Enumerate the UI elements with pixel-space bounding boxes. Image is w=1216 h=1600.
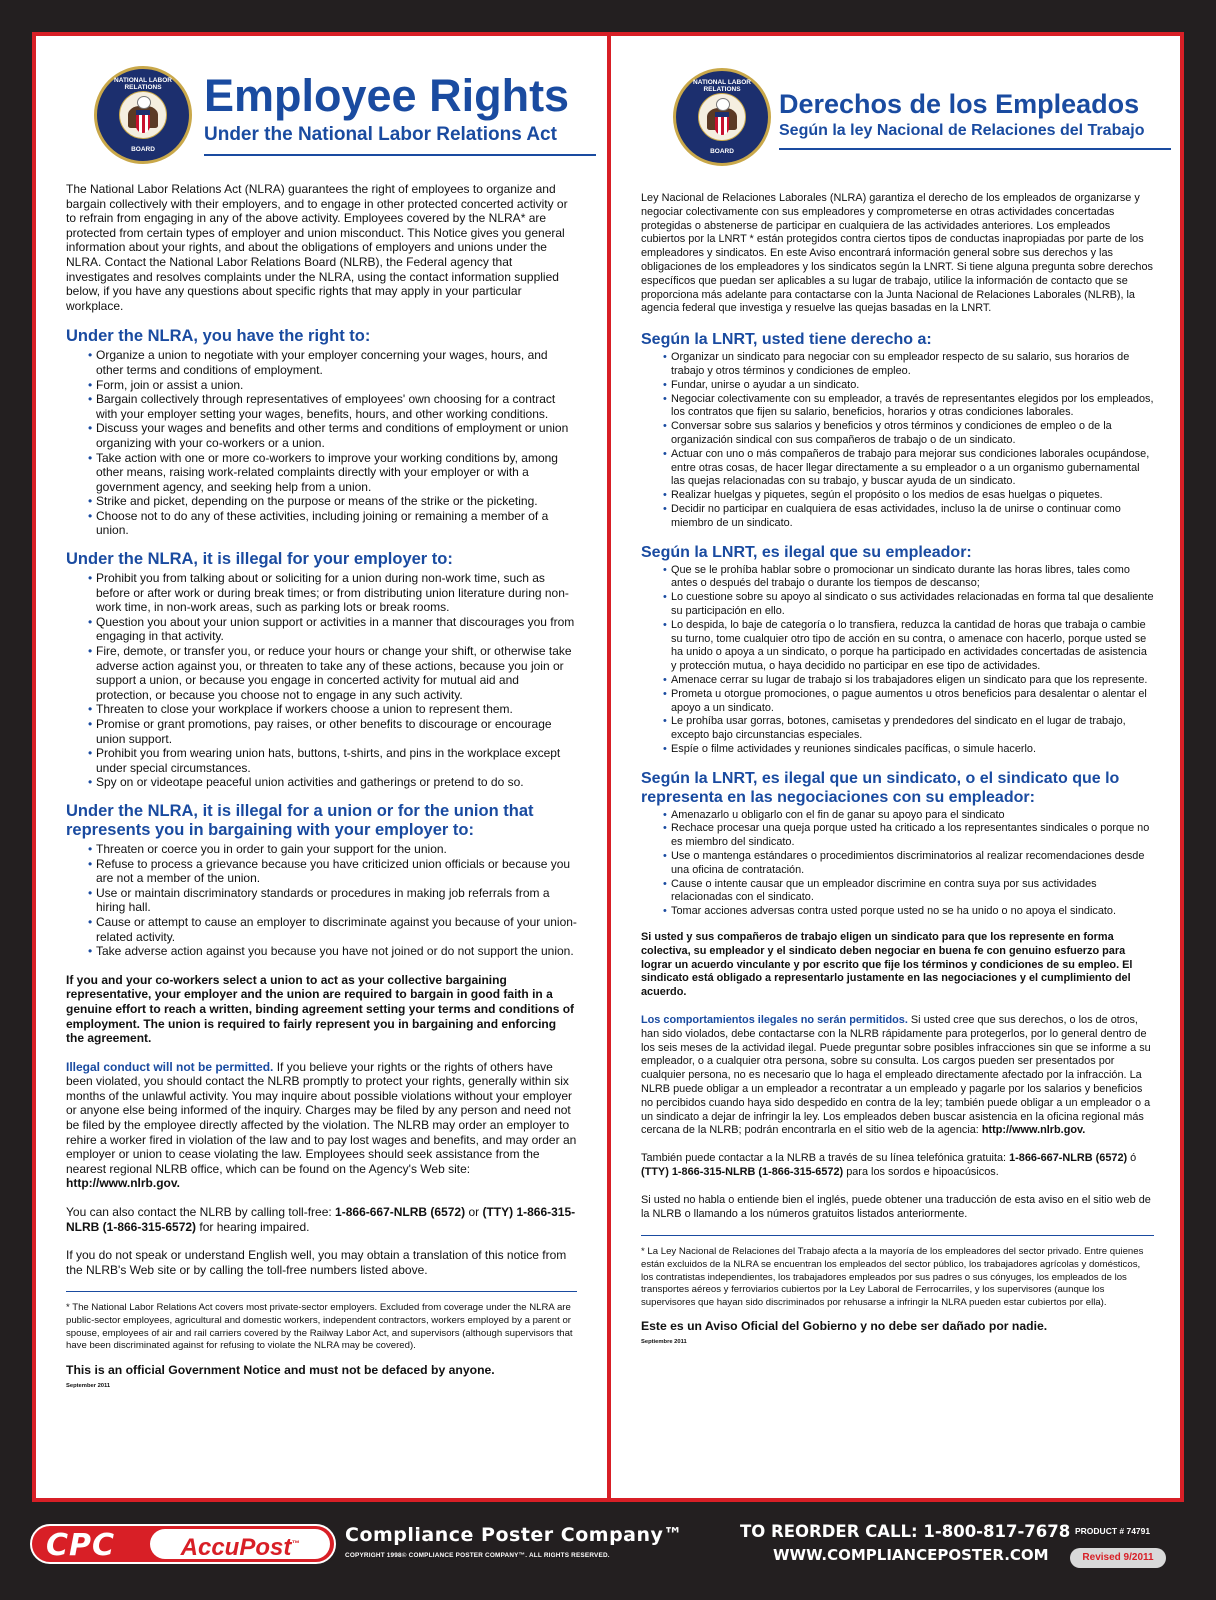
union-illegal-list <box>641 809 1154 919</box>
section-heading: Según la LNRT, es ilegal que su empleador: <box>641 543 972 561</box>
list-item: • Strike and picket, depending on the purpose or means of the strike or the picketing. <box>96 494 577 509</box>
seal-top-text: NATIONAL LABOR RELATIONS <box>114 77 172 91</box>
english-header <box>66 36 577 186</box>
seal-top-text: NATIONAL LABOR RELATIONS <box>693 79 751 93</box>
illegal-conduct-lead: Los comportamientos ilegales no serán permitidos. <box>641 1014 908 1027</box>
list-item: • Negociar colectivamente con su empleador, a través de representantes elegidos por los empleados, los contratos que fijen su salario, beneficios, horarios y otras condiciones laborales. <box>671 393 1154 421</box>
list-item: • Take action with one or more co-workers to improve your working conditions by, among other means, raising work-related complaints directly with your employer or with a government agency, and seeking help from a union. <box>96 451 577 495</box>
title-block <box>204 70 596 156</box>
product-number: PRODUCT # 74791 <box>1075 1526 1151 1536</box>
phone-number: 1-866-667-NLRB (6572) <box>335 1205 466 1220</box>
bargaining-statement: If you and your co-workers select a union to act as your collective bargaining representative, your employer and the union are required to bargain in good faith in a genuine effort to reach a written, binding agreement setting your terms and conditions of employment. The union is required to fairly represent you in bargaining and enforcing the agreement. <box>66 972 575 1046</box>
union-illegal-list <box>66 842 577 959</box>
logo-accupost-text <box>150 1529 330 1559</box>
page-title: Derechos de los Empleados <box>779 89 1140 119</box>
nlrb-seal-icon <box>673 68 771 166</box>
poster <box>32 32 1184 1502</box>
list-item: • Le prohíba usar gorras, botones, camisetas y prendedores del sindicato en el lugar de trabajo, excepto bajo circunstancias especiales. <box>671 715 1154 743</box>
translation-paragraph: Si usted no habla o entiende bien el inglés, puede obtener una traducción de esta aviso en el sitio web de la NLRB o llamando a los números gratuitos listados anteriormente. <box>641 1193 1151 1220</box>
list-item: • Prohibit you from talking about or soliciting for a union during non-work time, such as before or after work or during break times; or from distributing union literature during non-work time, in non-work areas, such as parking lots or break rooms. <box>96 571 577 615</box>
contact-text: or <box>465 1205 483 1220</box>
copyright-text: COPYRIGHT 1998© COMPLIANCE POSTER COMPANY™. ALL RIGHTS RESERVED. <box>345 1552 610 1559</box>
list-item: • Lo cuestione sobre su apoyo al sindicato o sus actividades relacionadas en forma tal que desaliente su participación en ello. <box>671 591 1154 619</box>
list-item: • Prometa u otorgue promociones, o pague aumentos u otros beneficios para desalentar o alentar el apoyo a un sindicato. <box>671 688 1154 716</box>
list-item: • Actuar con uno o más compañeros de trabajo para mejorar sus condiciones laborales ocupándose, entre otras cosas, de hacer llegar directamente a su empleador o a un organismo gubernamental las quejas relacionadas con su trabajo, y buscar ayuda de un sindicato. <box>671 448 1154 489</box>
list-item: • Que se le prohíba hablar sobre o promocionar un sindicato durante las horas libres, tales como antes o después del trabajo o durante los tiempos de descanso; <box>671 564 1154 592</box>
translation-paragraph: If you do not speak or understand English well, you may obtain a translation of this notice from the NLRB's Web site or by calling the toll-free numbers listed above. <box>66 1248 567 1277</box>
list-item: • Realizar huelgas y piquetes, según el propósito o los medios de esas huelgas o piquetes. <box>671 489 1154 503</box>
logo-cpc-text: CPC <box>46 1528 116 1563</box>
seal-bottom-text: BOARD <box>710 148 734 155</box>
list-item: • Prohibit you from wearing union hats, buttons, t-shirts, and pins in the workplace except under special circumstances. <box>96 746 577 775</box>
tty-number: (TTY) 1-866-315-NLRB (1-866-315-6572) <box>641 1166 844 1179</box>
phone-number: 1-866-667-NLRB (6572) <box>1009 1152 1128 1165</box>
page-title: Employee Rights <box>204 70 570 121</box>
list-item: • Rechace procesar una queja porque usted ha criticado a los representantes sindicales o porque no es miembro del sindicato. <box>671 822 1154 850</box>
divider <box>641 1235 1154 1236</box>
illegal-conduct-paragraph <box>66 1060 577 1191</box>
section-heading: Según la LNRT, usted tiene derecho a: <box>641 331 932 349</box>
tty-number: (TTY) 1-866-315-NLRB (1-866-315-6572) <box>66 1205 576 1234</box>
list-item: • Question you about your union support or activities in a manner that discourages you from engaging in that activity. <box>96 615 577 644</box>
publisher-footer <box>0 1502 1216 1600</box>
list-item: • Spy on or videotape peaceful union activities and gatherings or pretend to do so. <box>96 775 577 790</box>
page-subtitle: Under the National Labor Relations Act <box>204 124 596 156</box>
contact-text: You can also contact the NLRB by calling toll-free: <box>66 1205 336 1220</box>
employer-illegal-list <box>66 571 577 790</box>
list-item: • Threaten to close your workplace if workers choose a union to represent them. <box>96 702 577 717</box>
eagle-icon <box>698 93 746 141</box>
list-item: • Organizar un sindicato para negociar con su empleador respecto de su salario, sus horarios de trabajo y otros términos y condiciones de empleo. <box>671 351 1154 379</box>
seal-bottom-text: BOARD <box>131 146 155 153</box>
list-item: • Cause or attempt to cause an employer to discriminate against you because of your union-related activity. <box>96 915 577 944</box>
contact-text: También puede contactar a la NLRB a través de su línea telefónica gratuita: <box>641 1152 1010 1165</box>
illegal-conduct-lead: Illegal conduct will not be permitted. <box>66 1059 274 1074</box>
intro-paragraph: Ley Nacional de Relaciones Laborales (NLRA) garantiza el derecho de los empleados de organizarse y negociar colectivamente con sus empleadores y comprometerse en otras actividades concertadas protegidas o abstenerse de participar en cualquiera de las actividades anteriores. Los empleados cubiertos por la LNRT * están protegidos contra ciertos tipos de conductas inapropiadas por parte de los empleadores y sindicatos. En este Aviso encontrará información general sobre sus derechos y las obligaciones de los empleadores y los sindicatos según la LNRT. Si tiene alguna pregunta sobre derechos específicos que puedan ser aplicables a su lugar de trabajo, utilice la información de contacto que se proporciona más adelante para contactarse con la Junta Nacional de Relaciones Laborales (NLRB), la agencia federal que investiga y resuelve las quejas basadas en la LNRT. <box>641 192 1153 315</box>
list-item: • Tomar acciones adversas contra usted porque usted no se ha unido o no apoya el sindicato. <box>671 905 1154 919</box>
list-item: • Bargain collectively through representatives of employees' own choosing for a contract with your employer setting your wages, benefits, hours, and other working conditions. <box>96 392 577 421</box>
section-heading: Under the NLRA, it is illegal for your employer to: <box>66 550 453 569</box>
list-item: • Refuse to process a grievance because you have criticized union officials or because you are not a member of the union. <box>96 857 577 886</box>
employer-illegal-list <box>641 564 1154 757</box>
list-item: • Decidir no participar en cualquiera de esas actividades, incluso la de unirse o continuar como miembro de un sindicato. <box>671 503 1154 531</box>
intro-paragraph: The National Labor Relations Act (NLRA) guarantees the right of employees to organize and bargain collectively with their employers, and to engage in other protected concerted activity or to refrain from engaging in any of the above activity. Employees covered by the NLRA* are protected from certain types of employer and union misconduct. This Notice gives you general information about your rights, and about the obligations of employers and unions under the NLRA. Contact the National Labor Relations Board (NLRB), the Federal agency that investigates and resolves complaints under the NLRA, using the contact information supplied below, if you have any questions about specific rights that may apply in your particular workplace. <box>66 182 568 313</box>
list-item: • Take adverse action against you because you have not joined or do not support the union. <box>96 944 577 959</box>
contact-paragraph <box>66 1205 577 1234</box>
company-name: Compliance Poster Company™ <box>345 1524 683 1546</box>
list-item: • Threaten or coerce you in order to gain your support for the union. <box>96 842 577 857</box>
illegal-conduct-paragraph <box>641 1014 1154 1138</box>
official-notice: Este es un Aviso Oficial del Gobierno y no debe ser dañado por nadie. <box>641 1319 1048 1334</box>
list-item: • Organize a union to negotiate with your employer concerning your wages, hours, and other terms and conditions of employment. <box>96 348 577 377</box>
list-item: • Espíe o filme actividades y reuniones sindicales pacíficas, o simule hacerlo. <box>671 743 1154 757</box>
english-body <box>66 182 577 1389</box>
list-item: • Lo despida, lo baje de categoría o lo transfiera, reduzca la cantidad de horas que trabaja o cambie su turno, tome cualquier otro tipo de acción en su contra, o amenace con hacerlo, porque usted se ha unido o apoya a un sindicato, o porque ha participado en actividades concertadas de asistencia y protección mutua, o haya decidido no participar en ese tipo de actividades. <box>671 619 1154 674</box>
logo-tm: ™ <box>291 1539 300 1548</box>
revised-badge: Revised 9/2011 <box>1070 1548 1166 1568</box>
contact-text: para los sordos e hipoacúsicos. <box>843 1166 999 1179</box>
notice-date: Septiembre 2011 <box>641 1339 687 1346</box>
spanish-body <box>641 184 1154 1345</box>
section-heading: Under the NLRA, it is illegal for a union or for the union that represents you in bargaining with your employer to: <box>66 801 534 839</box>
section-heading: Según la LNRT, es ilegal que un sindicato, o el sindicato que lo representa en las negociaciones con su empleador: <box>641 769 1120 806</box>
nlrb-website-link[interactable]: http://www.nlrb.gov. <box>66 1176 180 1191</box>
list-item: • Promise or grant promotions, pay raises, or other benefits to discourage or encourage union support. <box>96 717 577 746</box>
list-item: • Use o mantenga estándares o procedimientos discriminatorios al realizar recomendaciones desde una oficina de contratación. <box>671 850 1154 878</box>
nlrb-seal-icon <box>94 66 192 164</box>
list-item: • Conversar sobre sus salarios y beneficios y otros términos y condiciones de empleo o de la organización sindical con sus compañeros de trabajo o de un sindicato. <box>671 420 1154 448</box>
contact-text: for hearing impaired. <box>196 1219 310 1234</box>
notice-date: September 2011 <box>66 1382 111 1389</box>
logo-accupost-word: AccuPost <box>180 1534 292 1561</box>
list-item: • Cause o intente causar que un empleador discrimine en contra suya por sus actividades relacionadas con el sindicato. <box>671 878 1154 906</box>
footnote: * La Ley Nacional de Relaciones del Trabajo afecta a la mayoría de los empleadores del sector privado. Entre quienes están excluidos de la NLRA se encuentran los empleados del sector público, los trabajadores agrícolas y domésticos, los contratistas independientes, los trabajadores empleados por sus padres o sus cónyuges, los empleados de los transportes aéreos y ferroviarios cubiertos por la Ley Laboral de Ferrocarriles, y los supervisores (aunque los supervisores que hayan sido discriminados por rehusarse a infringir la NLRA pueden estar cubiertos por ella). <box>641 1246 1144 1308</box>
publisher-website[interactable]: WWW.COMPLIANCEPOSTER.COM <box>773 1546 1049 1564</box>
eagle-icon <box>119 91 167 139</box>
spanish-header <box>641 36 1154 186</box>
contact-text: ó <box>1127 1152 1137 1165</box>
list-item: • Use or maintain discriminatory standards or procedures in making job referrals from a hiring hall. <box>96 886 577 915</box>
list-item: • Choose not to do any of these activities, including joining or remaining a member of a union. <box>96 509 577 538</box>
accupost-logo <box>30 1524 336 1564</box>
divider <box>66 1291 577 1292</box>
illegal-conduct-body: If you believe your rights or the rights of others have been violated, you should contact the NLRB promptly to protect your rights, generally within six months of the unlawful activity. You may inquire about possible violations without your employer or anyone else being informed of the inquiry. Charges may be filed by any person and need not be filed by the employee directly affected by the violation. The NLRB may order an employer to rehire a worker fired in violation of the law and to pay lost wages and benefits, and may order an employer or union to cease violating the law. Employees should seek assistance from the nearest regional NLRB office, which can be found on the Agency's Web site: <box>66 1059 577 1176</box>
bargaining-statement: Si usted y sus compañeros de trabajo eligen un sindicato para que los represente en forma colectiva, su empleador y el sindicato deben negociar en buena fe con genuino esfuerzo para lograr un acuerdo vinculante y por escrito que fije los términos y condiciones de su empleo. El sindicato está obligado a representarlo justamente en las negociaciones y el cumplimiento del acuerdo. <box>641 931 1133 999</box>
reorder-phone: TO REORDER CALL: 1-800-817-7678 <box>740 1522 1071 1541</box>
contact-paragraph <box>641 1152 1154 1180</box>
list-item: • Amenazarlo u obligarlo con el fin de ganar su apoyo para el sindicato <box>671 809 1154 823</box>
rights-list <box>641 351 1154 530</box>
illegal-conduct-body: Si usted cree que sus derechos, o los de otros, han sido violados, debe contactarse con la NLRB rápidamente para protegerlos, por lo general dentro de los seis meses de la actividad ilegal. Puede preguntar sobre posibles infracciones sin que se informe a su empleador, o a cualquier otra persona, sobre su consulta. Los cargos pueden ser presentados por cualquier persona, no es necesario que lo haga el empleado directamente afectado por la infracción. La NLRB puede obligar a un empleador a recontratar a un empleado y pagarle por los salarios y beneficios no percibidos cuando haya sido despedido en contra de la ley; también puede obligar a un empleador o a un sindicato a dejar de infringir la ley. Los empleados deben buscar asistencia en la oficina regional más cercana de la NLRB; podrán encontrarla en el sitio web de la agencia: <box>641 1014 1151 1137</box>
page-subtitle: Según la ley Nacional de Relaciones del Trabajo <box>779 122 1171 150</box>
section-heading: Under the NLRA, you have the right to: <box>66 327 371 346</box>
footnote: * The National Labor Relations Act covers most private-sector employers. Excluded from coverage under the NLRA are public-sector employees, agricultural and domestic workers, independent contractors, workers employed by a parent or spouse, employees of air and rail carriers covered by the Railway Labor Act, and supervisors (although supervisors that have been discriminated against for refusing to violate the NLRA may be covered). <box>66 1302 573 1352</box>
nlrb-website-link[interactable]: http://www.nlrb.gov. <box>981 1124 1086 1137</box>
spanish-column <box>611 36 1184 1498</box>
official-notice: This is an official Government Notice and must not be defaced by anyone. <box>66 1362 495 1377</box>
rights-list <box>66 348 577 538</box>
english-column <box>36 36 607 1498</box>
list-item: • Fire, demote, or transfer you, or reduce your hours or change your shift, or otherwise take adverse action against you, or threaten to take any of these actions, because you join or support a union, or because you engage in concerted activity for mutual aid and protection, or because you choose not to engage in any such activity. <box>96 644 577 702</box>
title-block <box>779 88 1171 150</box>
list-item: • Amenace cerrar su lugar de trabajo si los trabajadores eligen un sindicato para que los represente. <box>671 674 1154 688</box>
list-item: • Discuss your wages and benefits and other terms and conditions of employment or union organizing with your co-workers or a union. <box>96 421 577 450</box>
list-item: • Form, join or assist a union. <box>96 378 577 393</box>
list-item: • Fundar, unirse o ayudar a un sindicato. <box>671 379 1154 393</box>
